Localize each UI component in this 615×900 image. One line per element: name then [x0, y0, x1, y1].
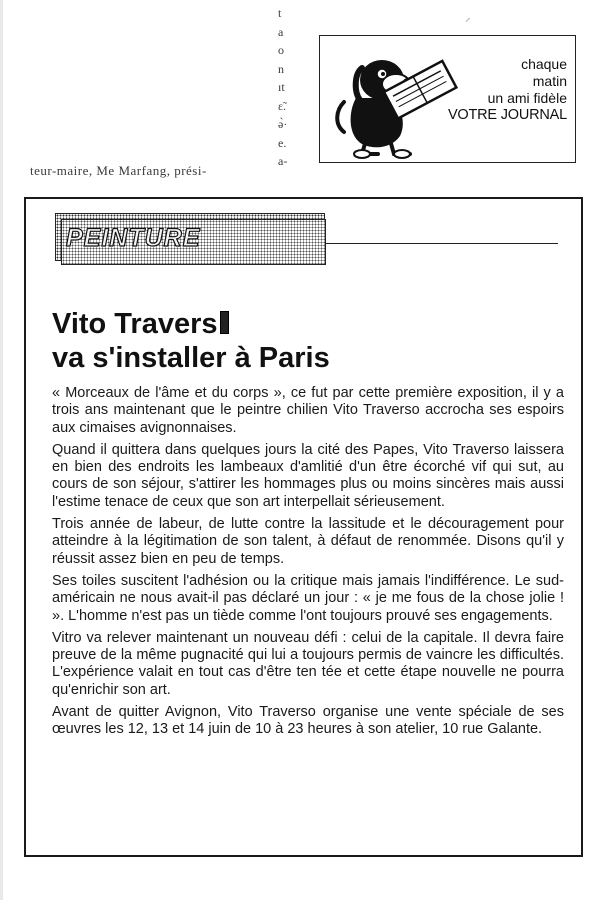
- article-paragraph: Vitro va relever maintenant un nouveau défi : celui de la capitale. Il devra faire preuve de la même pugnacité qui lui a toujours permis de vaincre les difficultés. L'expérience valait en tout cas d'être ten tée et cette étape nouvelle ne pourra qu'enrichir son art.: [52, 629, 564, 698]
- slogan-line: matin: [532, 73, 567, 89]
- previous-article-column-fragment: [278, 4, 298, 171]
- headline-line: [52, 307, 572, 341]
- article-headline: [52, 307, 572, 375]
- article-frame: [24, 197, 583, 857]
- fragment-letter: ıt: [278, 80, 285, 94]
- fragment-letter: t: [278, 6, 282, 20]
- advertisement-brand: VOTRE JOURNAL: [447, 107, 567, 123]
- scan-speck: ⸝: [465, 12, 471, 24]
- slogan-line: un ami fidèle: [487, 90, 567, 106]
- rubric-label: PEINTURE: [66, 224, 201, 252]
- slogan-line: chaque: [521, 56, 567, 72]
- article-paragraph: Avant de quitter Avignon, Vito Traverso organise une vente spéciale de ses œuvres les 12, 13 et 14 juin de 10 à 23 heures à son atelier, 10 rue Galante.: [52, 704, 564, 738]
- rubric-rule: [326, 243, 558, 244]
- previous-article-cut-line: teur-maire, Me Marfang, prési-: [30, 163, 207, 178]
- fragment-letter: o: [278, 43, 284, 57]
- article-paragraph: « Morceaux de l'âme et du corps », ce fut par cette première exposition, il y a trois ans maintenant que le peintre chilien Vito Traverso accrocha ses espoirs aux cimaises avignonnaises.: [52, 385, 564, 436]
- article-paragraph: Ses toiles suscitent l'adhésion ou la critique mais jamais l'indifférence. Le sud-américain ne nous avait-il pas déclaré un jour : « je me fous de la chose jolie ! ». L'homme n'est pas un tiède comme l'ont toujours prouvé ses engagements.: [52, 572, 564, 624]
- fragment-letter: n: [278, 61, 284, 76]
- text-cursor-mark: [220, 311, 229, 334]
- scan-edge: [0, 0, 3, 900]
- fragment-letter: a-: [278, 154, 288, 168]
- fragment-letter: e.: [278, 135, 287, 150]
- article-paragraph: Quand il quittera dans quelques jours la cité des Papes, Vito Traverso laissera en bien des endroits les lambeaux d'amlitié d'un être écorché vif qui sut, au cours de son séjour, s'attirer les hommages plus ou moins sincères mais aussi l'estime tenace de ceux que son art interpellait sérieusement.: [52, 441, 564, 510]
- newspaper-advertisement: [319, 35, 576, 163]
- article-paragraph: Trois année de labeur, de lutte contre la lassitude et le découragement pour atteindre à la légitimation de son talent, à défaut de renommée. Disons qu'il y réussit assez bien en peu de temps.: [52, 516, 564, 567]
- fragment-letter: ɛ̃.: [278, 98, 287, 113]
- headline-line: va s'installer à Paris: [52, 342, 330, 374]
- headline-text: Vito Travers: [52, 308, 218, 340]
- advertisement-slogan: [417, 56, 567, 124]
- fragment-letter: a: [278, 24, 284, 39]
- fragment-letter: ə̀·: [278, 117, 288, 131]
- article-body: [52, 385, 564, 744]
